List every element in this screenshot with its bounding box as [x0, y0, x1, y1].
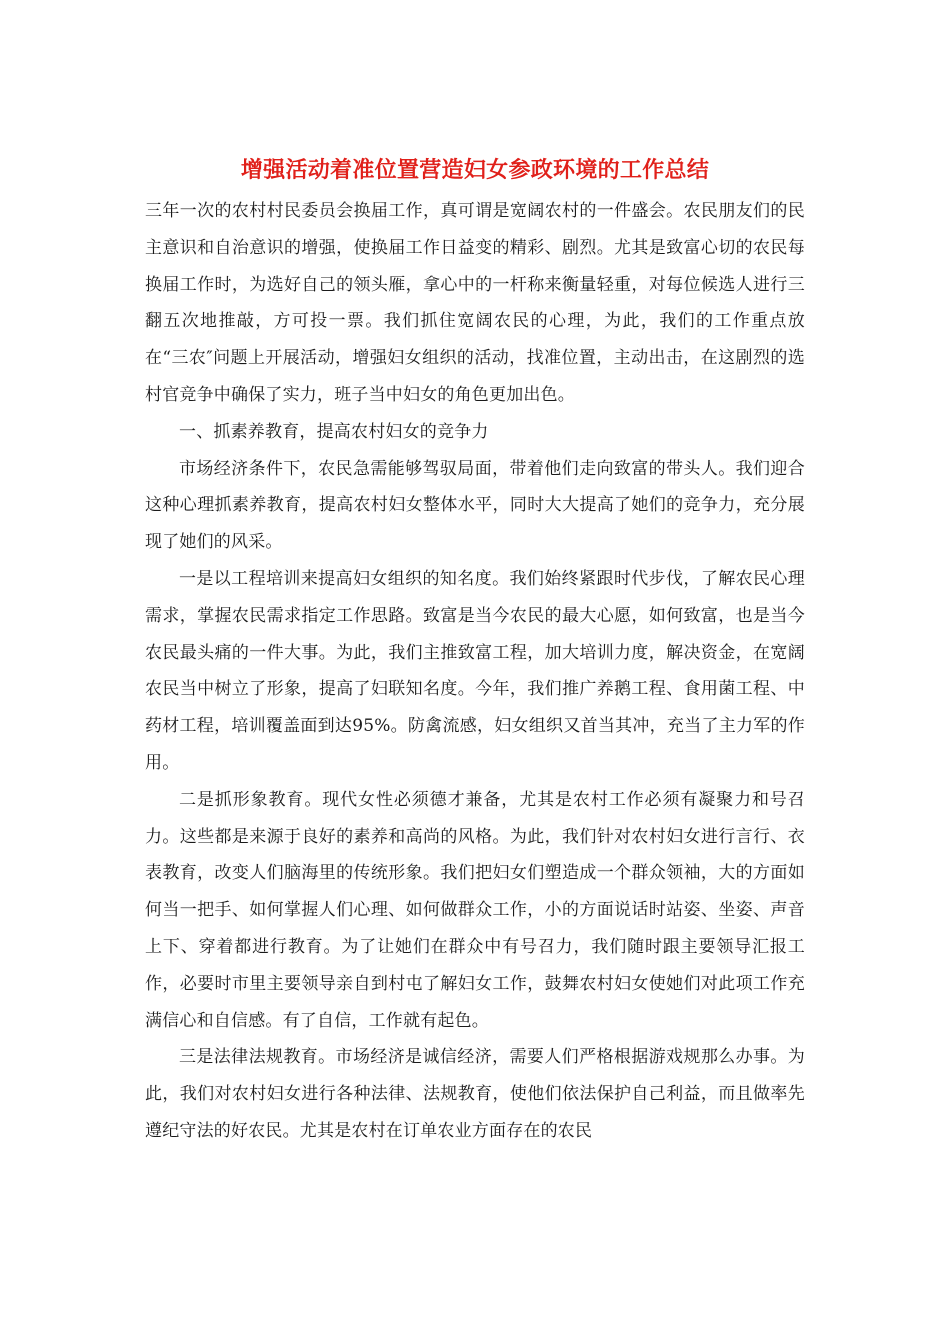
- document-body: [145, 193, 805, 1150]
- section-heading-1: 一、抓素养教育，提高农村妇女的竞争力: [179, 421, 489, 442]
- paragraph: 二是抓形象教育。现代女性必须德才兼备，尤其是农村工作必须有凝聚力和号召力。这些都是来源于良好的素养和高尚的风格。为此，我们针对农村妇女进行言行、衣表教育，改变人们脑海里的传统形象。我们把妇女们塑造成一个群众领袖，大的方面如何当一把手、如何掌握人们心理、如何做群众工作，小的方面说话时站姿、坐姿、声音上下、穿着都进行教育。为了让她们在群众中有号召力，我们随时跟主要领导汇报工作，必要时市里主要领导亲自到村屯了解妇女工作，鼓舞农村妇女使她们对此项工作充满信心和自信感。有了自信，工作就有起色。: [145, 789, 805, 1031]
- paragraph: 一是以工程培训来提高妇女组织的知名度。我们始终紧跟时代步伐，了解农民心理需求，掌握农民需求指定工作思路。致富是当今农民的最大心愿，如何致富，也是当今农民最头痛的一件大事。为此，我们主推致富工程，加大培训力度，解决资金，在宽阔农民当中树立了形象，提高了妇联知名度。今年，我们推广养鹅工程、食用菌工程、中药材工程，培训覆盖面到达95%。防禽流感，妇女组织又首当其冲，充当了主力军的作用。: [145, 568, 805, 773]
- paragraph: 市场经济条件下，农民急需能够驾驭局面，带着他们走向致富的带头人。我们迎合这种心理抓素养教育，提高农村妇女整体水平，同时大大提高了她们的竞争力，充分展现了她们的风采。: [145, 458, 805, 553]
- paragraph-intro: 三年一次的农村村民委员会换届工作，真可谓是宽阔农村的一件盛会。农民朋友们的民主意识和自治意识的增强，使换届工作日益变的精彩、剧烈。尤其是致富心切的农民每换届工作时，为选好自己的领头雁，拿心中的一杆称来衡量轻重，对每位候选人进行三翻五次地推敲，方可投一票。我们抓住宽阔农民的心理，为此，我们的工作重点放在“三农″问题上开展活动，增强妇女组织的活动，找准位置，主动出击，在这剧烈的选村官竞争中确保了实力，班子当中妇女的角色更加出色。: [145, 201, 805, 405]
- paragraph: 三是法律法规教育。市场经济是诚信经济，需要人们严格根据游戏规那么办事。为此，我们对农村妇女进行各种法律、法规教育，使他们依法保护自己利益，而且做率先遵纪守法的好农民。尤其是农村在订单农业方面存在的农民: [145, 1047, 805, 1141]
- document-title: 增强活动着准位置营造妇女参政环境的工作总结: [240, 157, 710, 183]
